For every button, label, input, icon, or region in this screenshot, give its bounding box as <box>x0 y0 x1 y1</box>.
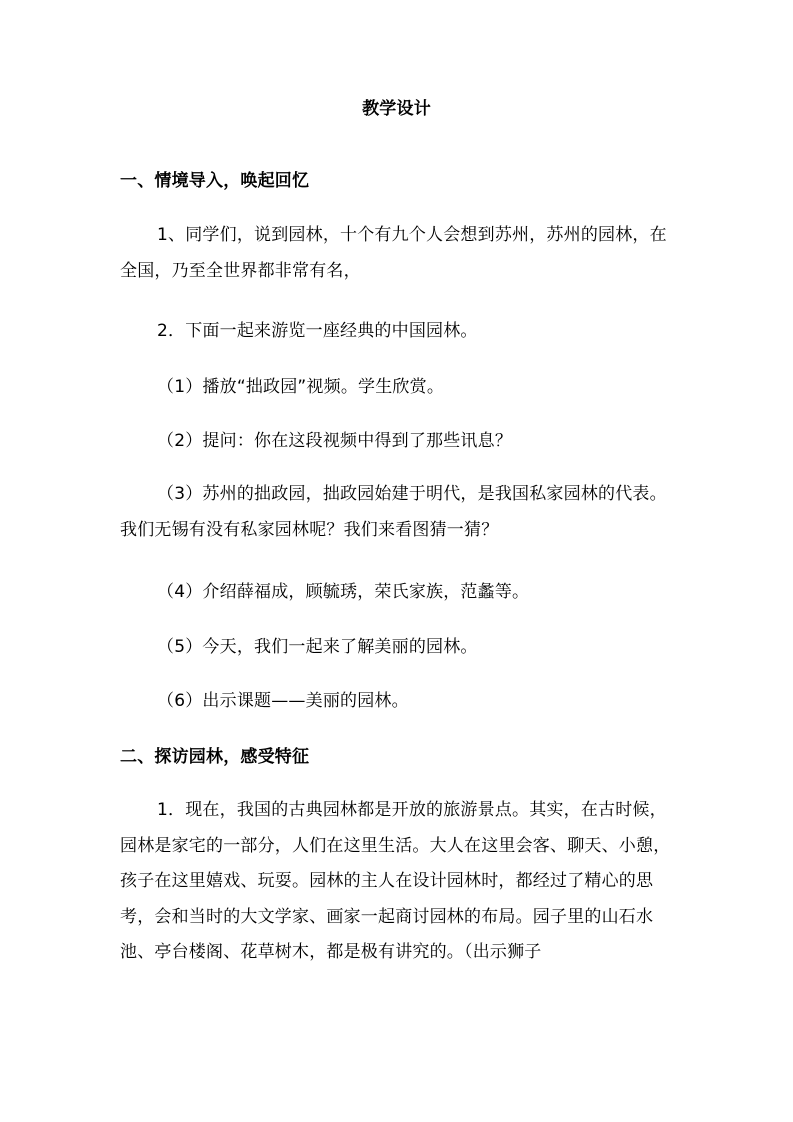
paragraph-tour: 2．下面一起来游览一座经典的中国园林。 <box>157 321 478 341</box>
paragraph-gardens: 1．现在，我国的古典园林都是开放的旅游景点。其实，在古时候，园林是家宅的一部分，人们在这里生活。大人在这里会客、聊天、小憩，孩子在这里嬉戏、玩耍。园林的主人在设计园林时，都经过了精心的思考，会和当时的大文学家、画家一起商讨园林的布局。园子里的山石水池、亭台楼阁、花草树木，都是极有讲究的。（出示狮子 <box>120 800 671 962</box>
list-item-5: （5）今天，我们一起来了解美丽的园林。 <box>157 637 478 657</box>
section-heading-1: 一、情境导入，唤起回忆 <box>120 171 310 191</box>
list-item-3: （3）苏州的拙政园，拙政园始建于明代，是我国私家园林的代表。我们无锡有没有私家园林呢？我们来看图猜一猜？ <box>120 484 667 540</box>
list-item-1: （1）播放“拙政园”视频。学生欣赏。 <box>157 377 445 397</box>
list-item-4: （4）介绍薛福成，顾毓琇，荣氏家族，范蠡等。 <box>157 582 530 602</box>
section-heading-2: 二、探访园林，感受特征 <box>120 747 310 767</box>
list-item-2: （2）提问：你在这段视频中得到了那些讯息？ <box>157 431 513 451</box>
document-title: 教学设计 <box>362 99 431 119</box>
paragraph-intro: 1、同学们，说到园林，十个有九个人会想到苏州，苏州的园林，在全国，乃至全世界都非常有名， <box>120 225 667 281</box>
list-item-6: （6）出示课题——美丽的园林。 <box>157 691 409 711</box>
